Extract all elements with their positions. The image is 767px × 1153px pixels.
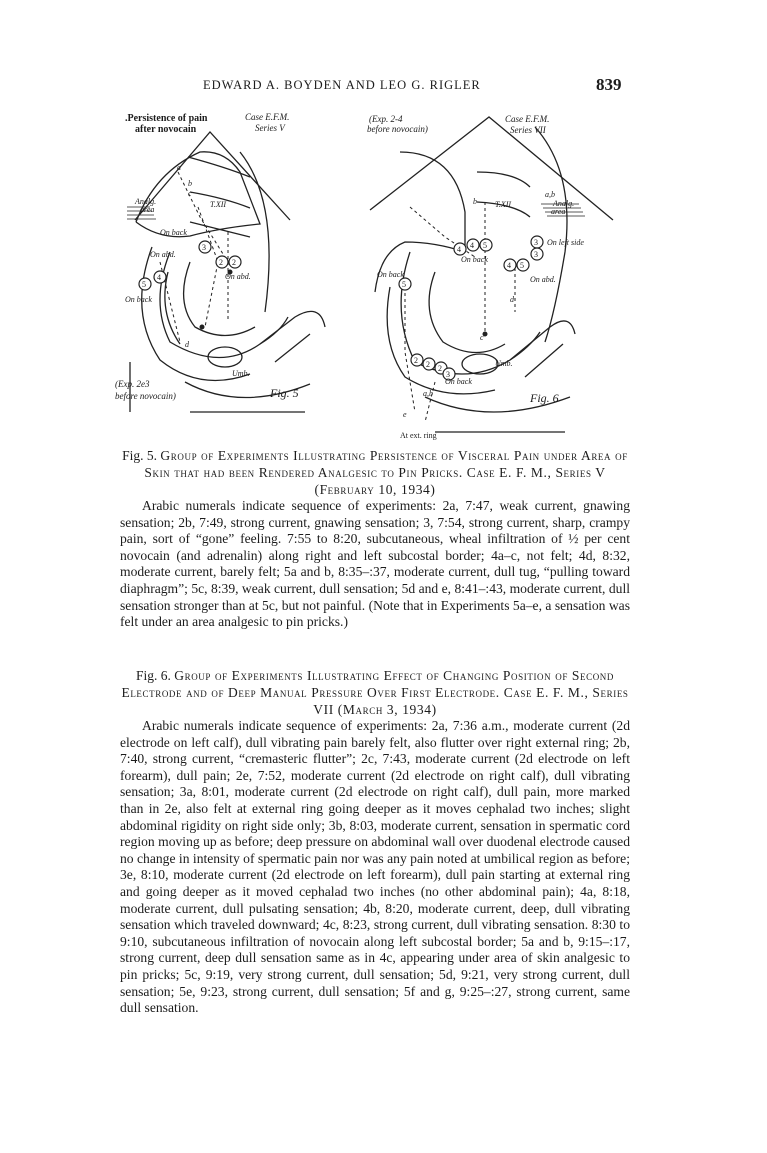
- fig5-marker-3-label: 3: [202, 243, 206, 252]
- fig6-letter-b: b: [473, 197, 477, 206]
- fig6-figure-label: Fig. 6: [530, 391, 559, 405]
- fig6-case: Case E.F.M.: [505, 114, 550, 124]
- fig6-marker-3b-label: 3: [534, 250, 538, 259]
- fig6-region-label-1: Analg.: [553, 199, 575, 208]
- figure-6-description: Arabic numerals indicate sequence of experiments: 2a, 7:36 a.m., moderate current (2d electrode on left calf), dull vibrating pain barely felt, also flutter over right external ring; 2b, 7:40, strong current, “cremasteric flutter”; 2c, 7:43, moderate current (2d electrode on left forearm), dull pain; 2e, 7:52, moderate current (2d electrode on right calf), dull vibrating sensation; 3a, 8:01, moderate current (2d electrode on right calf), dull pain, more marked than in 2e, also felt at external ring going deeper as it moves cephalad two inches; slight abdominal rigidity on right side only; 3b, 8:03, moderate current, sensation in spermatic cord region moving up as before; deep pressure on abdominal wall over duodenal electrode caused no change in intensity of spermatic pain nor was any pain noted at umbilical region as before; 3e, 8:10, moderate current (2d electrode on left forearm), dull pain starting at external ring and going deeper as it moved cephalad two inches (no other abdominal pain); 4a, 8:18, moderate current, dull pulsating sensation; 4b, 8:20, moderate current, deep, dull vibrating sensation which traveled downward; 4c, 8:23, strong current, dull vibrating sensation. 8:30 to 9:10, subcutaneous infiltration of novocain along left subcostal border; 5a and b, 9:15–:17, strong current, deep dull sensation same as in 4c, appearing under area of skin analgesic to pin pricks; 5c, 9:19, very strong current, dull sensation; 5d, 9:21, very strong current, dull sensation; 5e, 9:23, strong current, dull sensation; 5f and g, 9:25–:27, strong current, same dull sensation.: [120, 718, 630, 1016]
- fig5-case: Case E.F.M.: [245, 112, 290, 122]
- electrode-dot: [200, 325, 205, 330]
- fig6-letter-e: e: [403, 410, 407, 419]
- fig6-umbilicus: [462, 354, 498, 374]
- fig6-marker-3c-label: 3: [446, 370, 450, 379]
- spine-column: [188, 157, 250, 237]
- fig5-label-on-back-1: On back: [160, 228, 187, 237]
- fig5-note-top-line2: after novocain: [135, 124, 197, 135]
- figure-5-caption-title: Group of Experiments Illustrating Persistence of Visceral Pain under Area of Skin that had been Rendered Analgesic to Pin Pricks. Case E. F. M., Series V (February 10, 1934): [144, 448, 628, 497]
- fig6-label-on-abd: On abd.: [530, 275, 556, 284]
- figure-5: [115, 112, 375, 417]
- fig6-marker-4b-label: 4: [470, 241, 474, 250]
- running-head: EDWARD A. BOYDEN AND LEO G. RIGLER: [203, 78, 481, 92]
- figure-5-caption: [120, 447, 630, 498]
- fig5-note-top-line1: .Persistence of pain: [125, 113, 208, 124]
- figure-6: [365, 112, 633, 442]
- fig6-letter-d: d: [510, 295, 514, 304]
- fig5-note-bottom-line1: (Exp. 2e3: [115, 379, 150, 389]
- fig5-label-txii: T.XII: [210, 200, 227, 209]
- fig5-marker-2a-label: 2: [219, 258, 223, 267]
- fig5-label-on-abd-1: On abd.: [150, 250, 176, 259]
- fig6-marker-2a-label: 2: [414, 356, 418, 365]
- fig5-marker-2b-label: 2: [232, 258, 236, 267]
- spine-right: [240, 152, 269, 312]
- fig5-note-bottom-line2: before novocain): [115, 391, 176, 401]
- fig6-letter-ab-bottom: a,b: [423, 389, 433, 398]
- intestine-tube: [260, 311, 325, 362]
- fig5-region-label-2: area: [140, 205, 155, 214]
- fig6-marker-5b-label: 5: [520, 261, 524, 270]
- fig6-label-on-left-side: On left side: [547, 238, 584, 247]
- fig5-label-on-abd-2: On abd.: [225, 272, 251, 281]
- fig5-letter-a: a: [177, 163, 181, 172]
- fig6-series: Series VII: [510, 125, 546, 135]
- figure-5-description: Arabic numerals indicate sequence of experiments: 2a, 7:47, weak current, gnawing sensation; 2b, 7:49, strong current, gnawing sensation; 3, 7:54, strong current, sharp, crampy pain, sort of “gone” feeling. 7:55 to 8:20, subcutaneous, wheal infiltration of ½ per cent novocain (and adrenalin) along right and left subcostal border; 4a–c, not felt; 4d, 8:32, moderate current, barely felt; 5a and b, 8:35–:37, moderate current, dull tug, “pulling toward diaphragm”; 5c, 8:39, weak current, dull sensation; 5d and e, 8:41–:43, moderate current, dull sensation stronger than at 5c, but not painful. (Note that in Experiments 5a–e, a sensation was felt under an area analgesic to pin pricks.): [120, 498, 630, 630]
- fig6-label-txii: T.XII: [495, 200, 512, 209]
- fig5-series: Series V: [255, 123, 285, 133]
- figure-6-caption: [120, 667, 630, 718]
- fig6-marker-2c-label: 2: [438, 364, 442, 373]
- fig6-letter-c: c: [480, 333, 484, 342]
- fig6-marker-4c-label: 4: [507, 261, 511, 270]
- fig5-letter-d: d: [185, 340, 189, 349]
- page-number: 839: [596, 75, 622, 94]
- page-header: [0, 75, 767, 98]
- figure-6-caption-title: Group of Experiments Illustrating Effect of Changing Position of Second Electrode and of Deep Manual Pressure Over First Electrode. Case E. F. M., Series VII (March 3, 1934): [121, 668, 629, 717]
- fig5-label-umb: Umb.: [232, 369, 250, 378]
- fig6-marker-4a-label: 4: [457, 245, 461, 254]
- fig6-marker-2b-label: 2: [426, 360, 430, 369]
- fig5-marker-5-label: 5: [142, 280, 146, 289]
- fig6-label-on-back-1: On back: [461, 255, 488, 264]
- figure-5-caption-label: Fig. 5.: [122, 448, 158, 463]
- figure-6-caption-label: Fig. 6.: [135, 668, 171, 683]
- fig6-label-on-back-3: On back: [445, 377, 472, 386]
- fig5-figure-label: Fig. 5: [270, 386, 299, 400]
- fig6-label-on-back-2: On back: [377, 270, 404, 279]
- fig6-intestine-tube: [510, 321, 575, 377]
- fig6-marker-5a-label: 5: [483, 241, 487, 250]
- fig5-marker-4-label: 4: [157, 273, 161, 282]
- fig6-region-label-2: area: [551, 207, 566, 216]
- fig6-note-top-line1: (Exp. 2-4: [369, 114, 403, 124]
- fig6-label-umb: Umb.: [495, 359, 513, 368]
- fig6-label-at-ext-ring: At ext. ring: [400, 431, 437, 440]
- fig5-label-on-back-2: On back: [125, 295, 152, 304]
- fig6-letter-ab-top: a,b: [545, 190, 555, 199]
- fig5-letter-c: c: [188, 189, 192, 198]
- fig6-stomach-inner: [429, 272, 505, 353]
- fig6-marker-5c-label: 5: [402, 280, 406, 289]
- fig6-note-top-line2: before novocain): [367, 124, 428, 134]
- fig5-letter-b: b: [188, 179, 192, 188]
- fig5-region-label-1: Analg.: [135, 197, 157, 206]
- fig6-marker-3a-label: 3: [534, 238, 538, 247]
